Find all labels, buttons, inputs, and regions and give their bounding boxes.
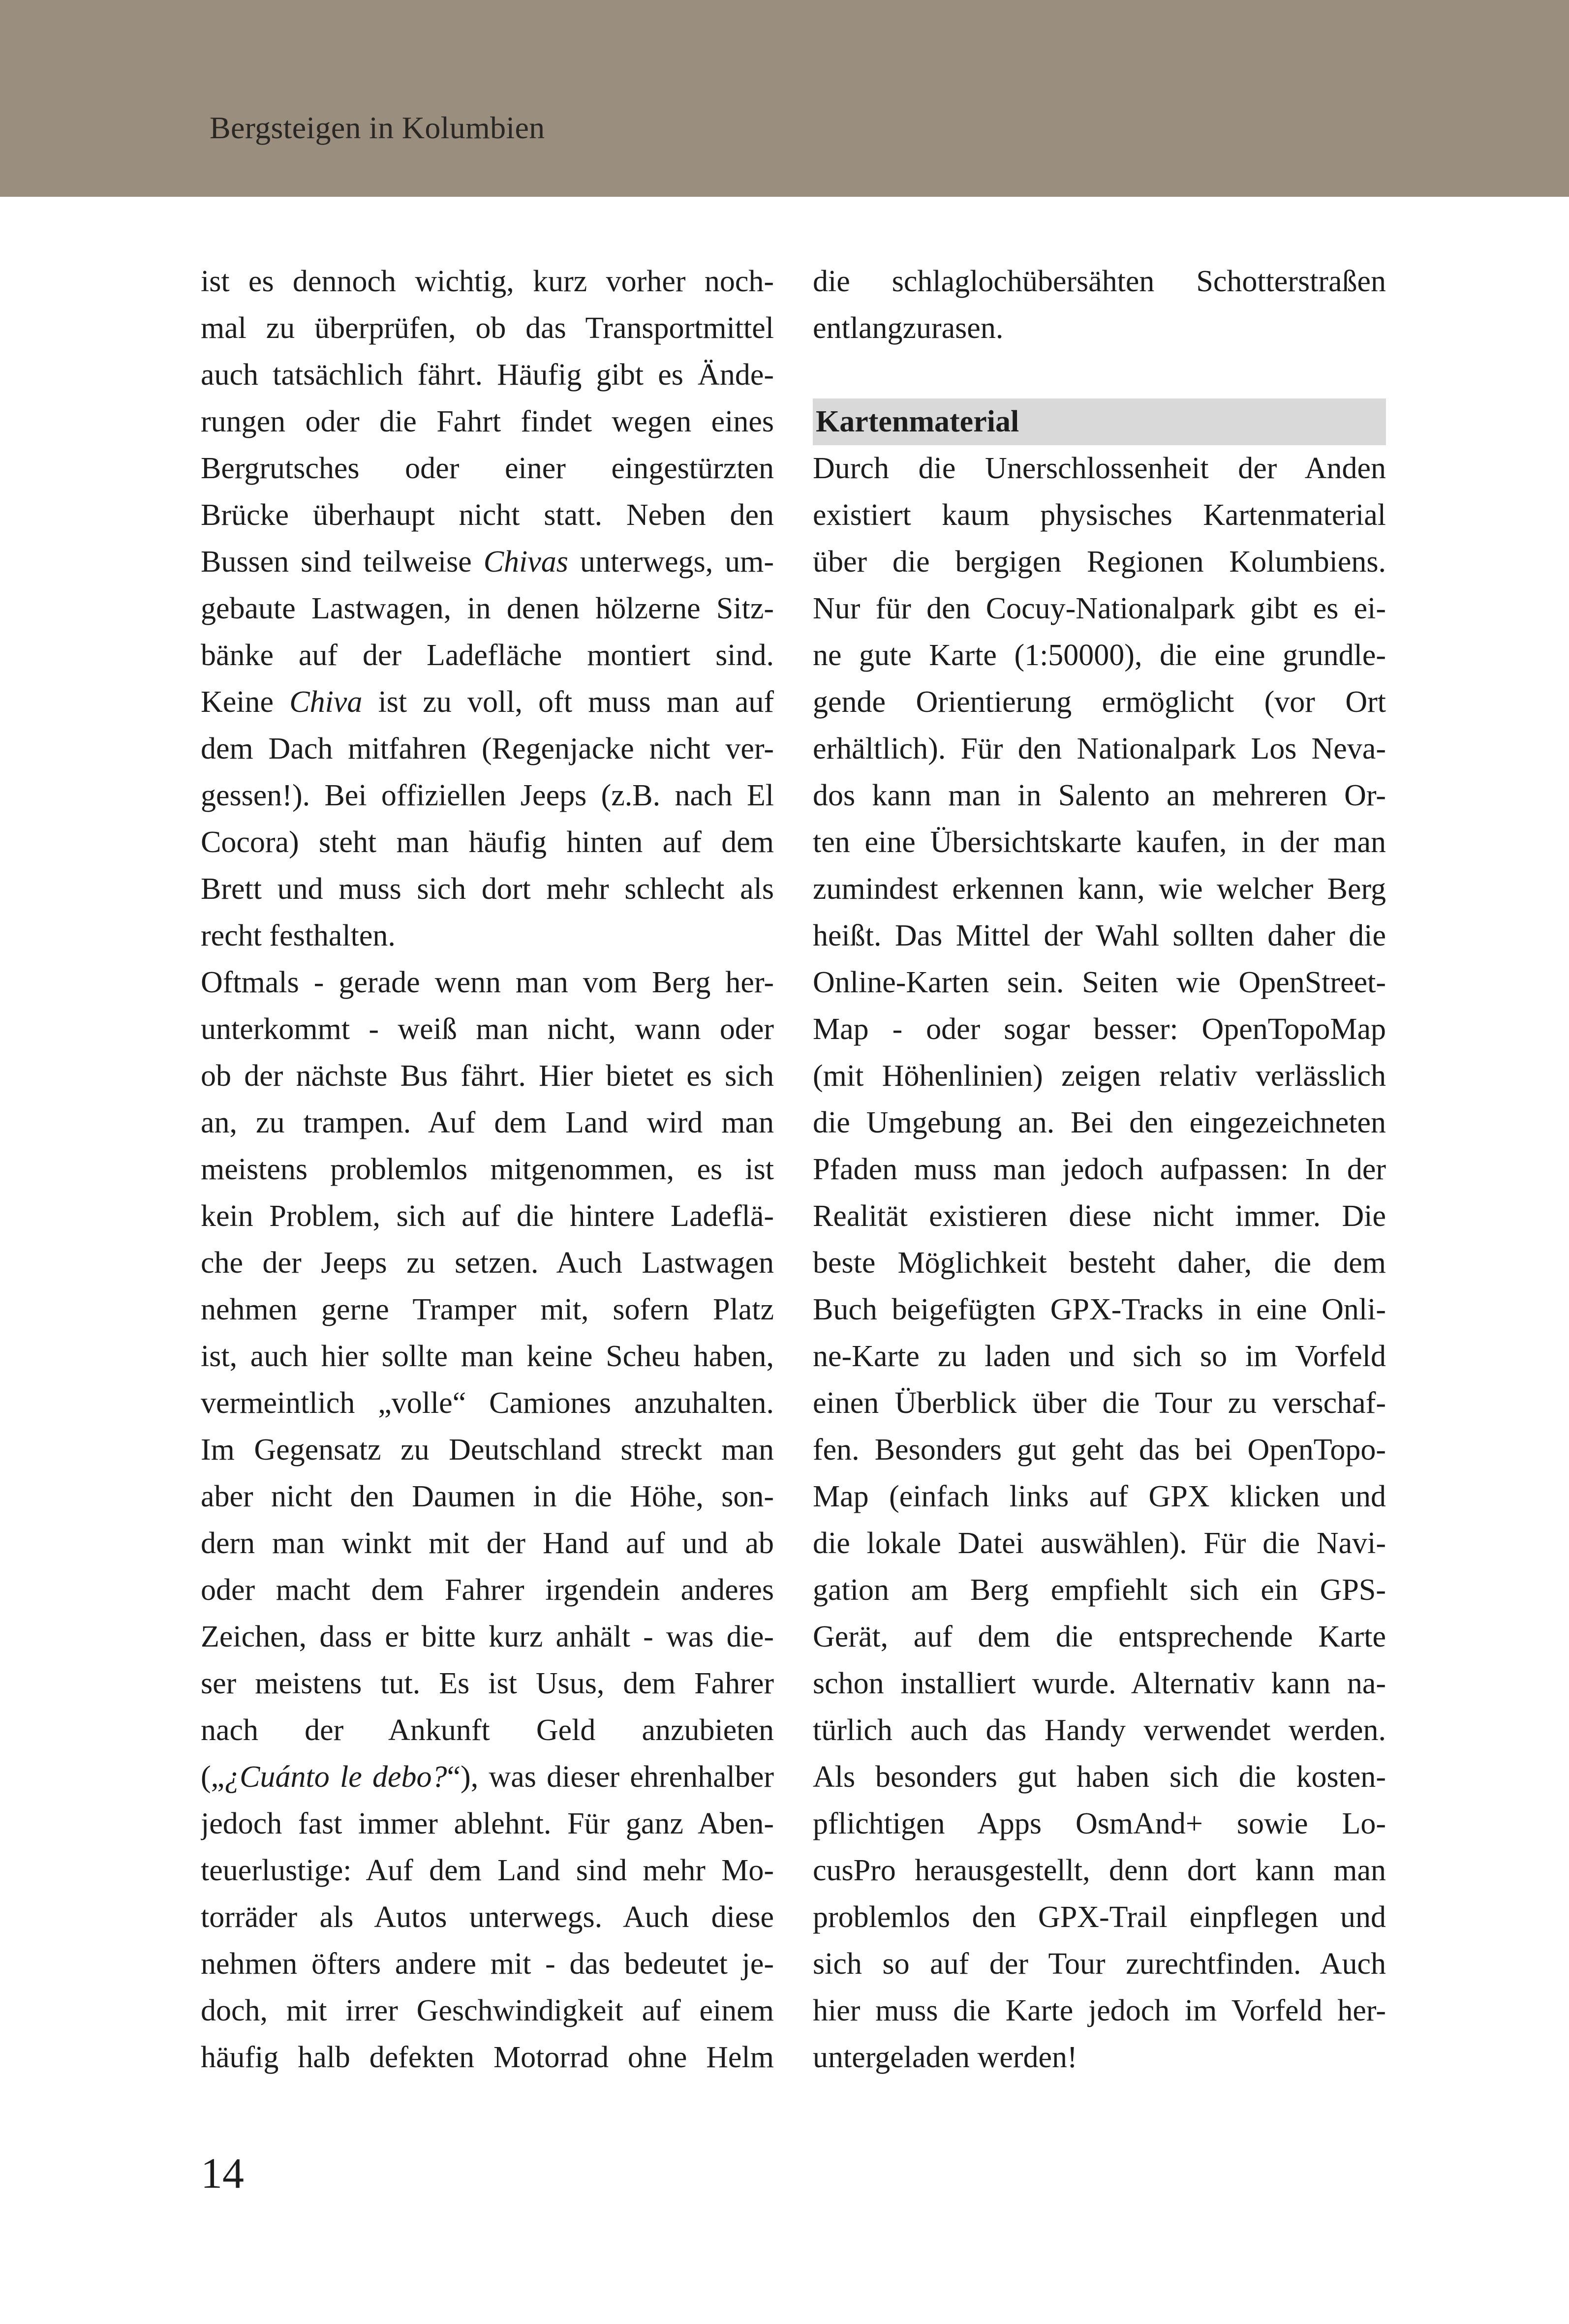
text-run: “), was dieser ehrenhalber <box>447 1760 774 1794</box>
text-line: torräder als Autos unterwegs. Auch diese <box>201 1900 774 1934</box>
text-line: die schlaglochübersähten Schotterstraßen <box>813 265 1386 298</box>
running-header-title: Bergsteigen in Kolumbien <box>210 110 545 145</box>
text-line: ob der nächste Bus fährt. Hier bietet es sich <box>201 1059 774 1093</box>
running-header <box>0 0 1569 197</box>
text-line: fen. Besonders gut geht das bei OpenTopo- <box>813 1433 1386 1467</box>
text-line: zumindest erkennen kann, wie welcher Berg <box>813 872 1386 906</box>
text-line: Buch beigefügten GPX-Tracks in eine Onli- <box>813 1293 1386 1326</box>
text-line: rungen oder die Fahrt findet wegen eines <box>201 405 774 438</box>
text-line: meistens problemlos mitgenommen, es ist <box>201 1153 774 1186</box>
text-line: auch tatsächlich fährt. Häufig gibt es Ände- <box>201 358 774 392</box>
text-line: gende Orientierung ermöglicht (vor Ort <box>813 685 1386 719</box>
text-line: gebaute Lastwagen, in denen hölzerne Sitz- <box>201 592 774 625</box>
text-line: recht festhalten. <box>201 919 396 952</box>
text-line: ist, auch hier sollte man keine Scheu haben, <box>201 1340 774 1373</box>
text-line <box>201 1754 774 1801</box>
text-line: hier muss die Karte jedoch im Vorfeld her- <box>813 1994 1386 2027</box>
text-line: gation am Berg empfiehlt sich ein GPS- <box>813 1573 1386 1607</box>
text-line: existiert kaum physisches Kartenmaterial <box>813 498 1386 532</box>
text-line: dos kann man in Salento an mehreren Or- <box>813 779 1386 812</box>
italic-term: Chiva <box>289 685 363 719</box>
text-line: Als besonders gut haben sich die kosten- <box>813 1760 1386 1794</box>
text-line: Brett und muss sich dort mehr schlecht als <box>201 872 774 906</box>
text-line: ist es dennoch wichtig, kurz vorher noch- <box>201 265 774 298</box>
text-line: Pfaden muss man jedoch aufpassen: In der <box>813 1153 1386 1186</box>
text-run: unterwegs, um- <box>580 545 774 579</box>
text-line: beste Möglichkeit besteht daher, die dem <box>813 1246 1386 1280</box>
text-line <box>201 539 774 585</box>
text-line: Nur für den Cocuy-Nationalpark gibt es ei- <box>813 592 1386 625</box>
text-line: dern man winkt mit der Hand auf und ab <box>201 1527 774 1560</box>
text-line: häufig halb defekten Motorrad ohne Helm <box>201 2041 774 2074</box>
text-line: Realität existieren diese nicht immer. Die <box>813 1199 1386 1233</box>
text-line: Bergrutsches oder einer eingestürzten <box>201 452 774 485</box>
text-line: gessen!). Bei offiziellen Jeeps (z.B. nach El <box>201 779 774 812</box>
text-line: entlangzurasen. <box>813 311 1004 345</box>
text-line: an, zu trampen. Auf dem Land wird man <box>201 1106 774 1139</box>
text-line: sich so auf der Tour zurechtfinden. Auch <box>813 1947 1386 1981</box>
text-line: ser meistens tut. Es ist Usus, dem Fahrer <box>201 1667 774 1700</box>
text-line: bänke auf der Ladefläche montiert sind. <box>201 639 774 672</box>
text-line: aber nicht den Daumen in die Höhe, son- <box>201 1480 774 1513</box>
text-line: nach der Ankunft Geld anzubieten <box>201 1713 774 1747</box>
italic-term: ¿Cuánto le debo? <box>224 1760 447 1794</box>
text-run: („ <box>201 1760 225 1794</box>
text-line: cusPro herausgestellt, denn dort kann man <box>813 1854 1386 1887</box>
text-line: erhältlich). Für den Nationalpark Los Neva- <box>813 732 1386 765</box>
text-line: Brücke überhaupt nicht statt. Neben den <box>201 498 774 532</box>
text-run: ist zu voll, oft muss man auf <box>378 685 774 719</box>
text-line: untergeladen werden! <box>813 2041 1077 2074</box>
text-line: Gerät, auf dem die entsprechende Karte <box>813 1620 1386 1653</box>
text-line: die lokale Datei auswählen). Für die Navi- <box>813 1527 1386 1560</box>
text-line: die Umgebung an. Bei den eingezeichneten <box>813 1106 1386 1139</box>
text-line: vermeintlich „volle“ Camiones anzuhalten. <box>201 1386 774 1420</box>
text-line: ne gute Karte (1:50000), die eine grundle- <box>813 639 1386 672</box>
text-line: nehmen gerne Tramper mit, sofern Platz <box>201 1293 774 1326</box>
text-line: mal zu überprüfen, ob das Transportmittel <box>201 311 774 345</box>
text-line: kein Problem, sich auf die hintere Ladeflä- <box>201 1199 774 1233</box>
section-heading: Kartenmaterial <box>813 398 1386 445</box>
text-line: (mit Höhenlinien) zeigen relativ verlässlich <box>813 1059 1386 1093</box>
text-line: Zeichen, dass er bitte kurz anhält - was die- <box>201 1620 774 1653</box>
text-line: heißt. Das Mittel der Wahl sollten daher die <box>813 919 1386 952</box>
text-line: einen Überblick über die Tour zu verschaf- <box>813 1386 1386 1420</box>
text-line: problemlos den GPX-Trail einpflegen und <box>813 1900 1386 1934</box>
text-line: schon installiert wurde. Alternativ kann na- <box>813 1667 1386 1700</box>
text-line: jedoch fast immer ablehnt. Für ganz Aben- <box>201 1807 774 1840</box>
italic-term: Chivas <box>483 545 568 579</box>
page-number: 14 <box>201 2150 244 2198</box>
paragraph-gap <box>813 352 1386 398</box>
text-line: Online-Karten sein. Seiten wie OpenStreet- <box>813 966 1386 999</box>
text-line: pflichtigen Apps OsmAnd+ sowie Lo- <box>813 1807 1386 1840</box>
text-line: oder macht dem Fahrer irgendein anderes <box>201 1573 774 1607</box>
text-line: Oftmals - gerade wenn man vom Berg her- <box>201 966 774 999</box>
right-column <box>813 258 1386 2081</box>
text-run: Bussen sind teilweise <box>201 545 472 579</box>
text-line: Map (einfach links auf GPX klicken und <box>813 1480 1386 1513</box>
text-line: Cocora) steht man häufig hinten auf dem <box>201 826 774 859</box>
text-line: unterkommt - weiß man nicht, wann oder <box>201 1012 774 1046</box>
text-line: ten eine Übersichtskarte kaufen, in der man <box>813 826 1386 859</box>
text-line: dem Dach mitfahren (Regenjacke nicht ver- <box>201 732 774 765</box>
text-line: Im Gegensatz zu Deutschland streckt man <box>201 1433 774 1467</box>
text-line: Durch die Unerschlossenheit der Anden <box>813 452 1386 485</box>
text-line: ne-Karte zu laden und sich so im Vorfeld <box>813 1340 1386 1373</box>
text-line: über die bergigen Regionen Kolumbiens. <box>813 545 1386 579</box>
left-column <box>201 258 774 2081</box>
text-line: türlich auch das Handy verwendet werden. <box>813 1713 1386 1747</box>
text-run: Keine <box>201 685 274 719</box>
text-line: doch, mit irrer Geschwindigkeit auf einem <box>201 1994 774 2027</box>
text-line <box>201 679 774 726</box>
text-line: nehmen öfters andere mit - das bedeutet je- <box>201 1947 774 1981</box>
text-line: che der Jeeps zu setzen. Auch Lastwagen <box>201 1246 774 1280</box>
text-line: Map - oder sogar besser: OpenTopoMap <box>813 1012 1386 1046</box>
text-line: teuerlustige: Auf dem Land sind mehr Mo- <box>201 1854 774 1887</box>
